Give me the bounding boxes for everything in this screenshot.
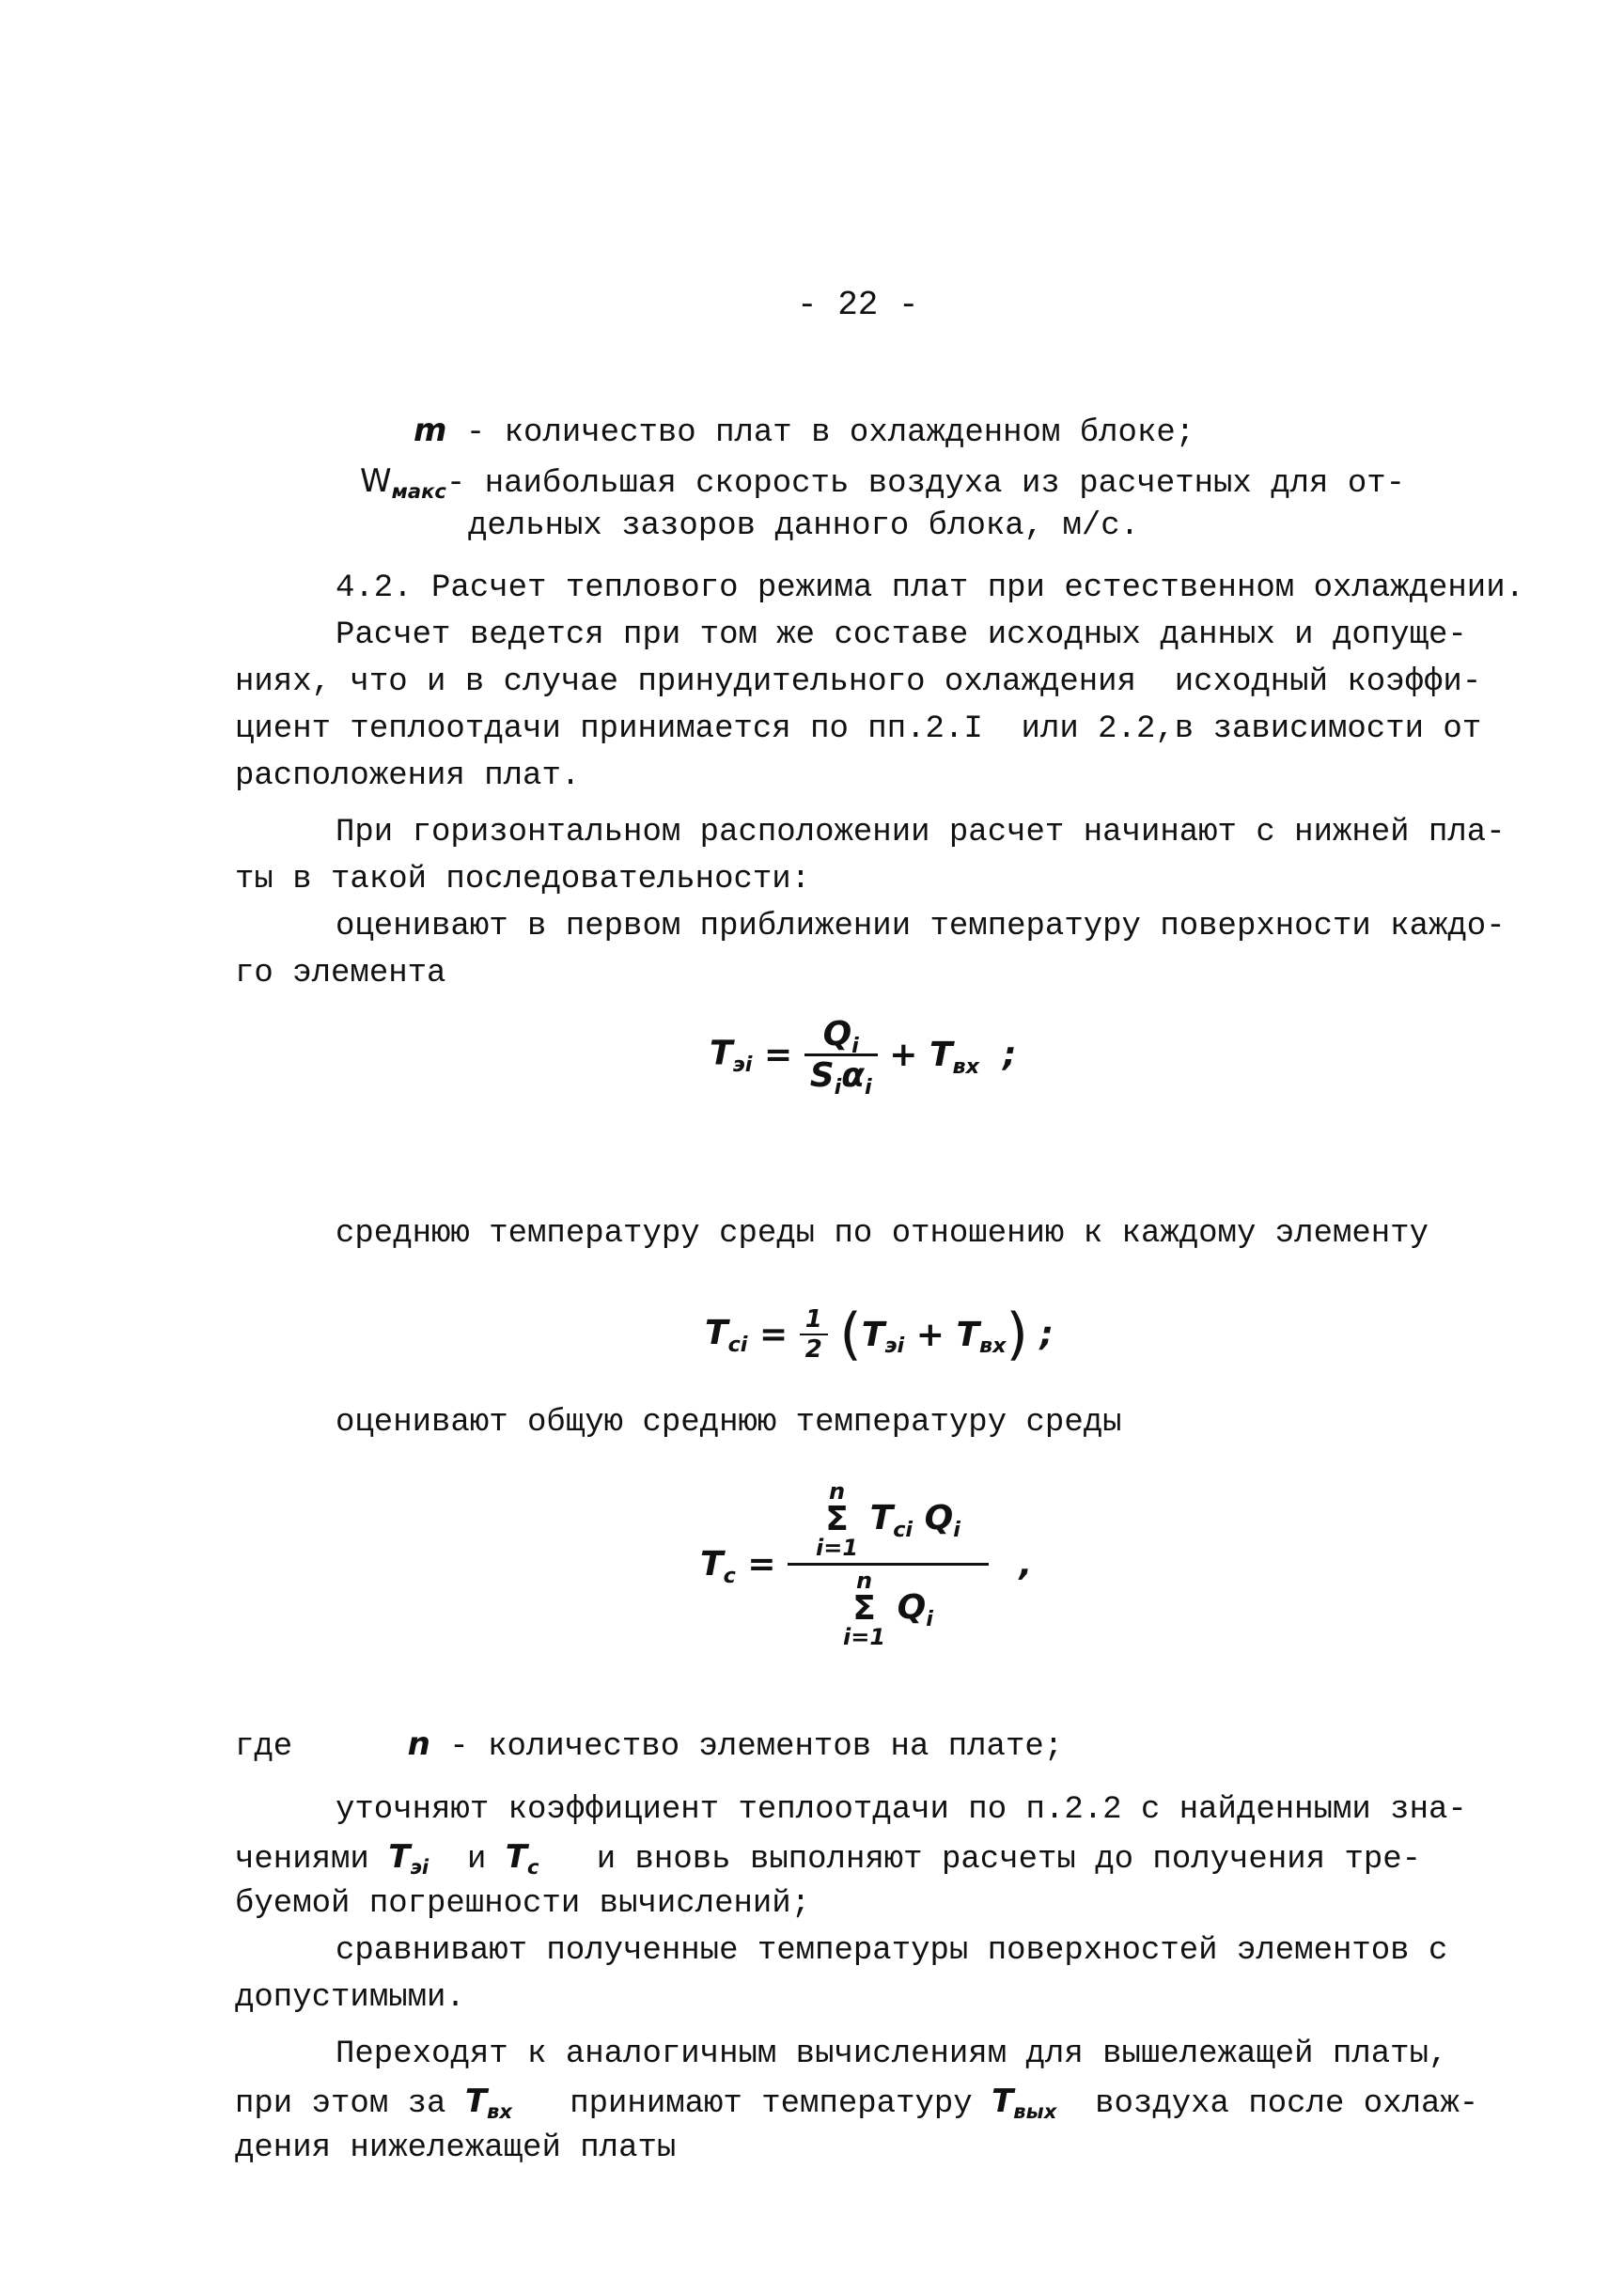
formula-semicolon: ; — [1039, 1315, 1054, 1354]
term-a-subscript: эi — [884, 1334, 905, 1359]
denominator-s: S — [809, 1056, 835, 1095]
paragraph-line: уточняют коэффициент теплоотдачи по п.2.2 с найденными зна- — [336, 1792, 1467, 1828]
definition-m — [414, 412, 1195, 452]
paragraph-line: циент теплоотдачи принимается по пп.2.I или 2.2,в зависимости от — [235, 711, 1482, 747]
numerator: Q — [822, 1015, 852, 1053]
numerator-t: T — [869, 1499, 894, 1537]
sum-lower-limit: i=1 — [843, 1624, 886, 1650]
paragraph-line-with-symbols — [235, 1838, 1421, 1880]
text-fragment: принимают температуру — [570, 2086, 973, 2122]
numerator-q-subscript: i — [953, 1517, 960, 1542]
text-fragment: при этом за — [235, 2086, 446, 2122]
denominator-q: Q — [897, 1588, 927, 1627]
half-numerator: 1 — [804, 1305, 822, 1334]
formula-lhs-subscript: эi — [732, 1053, 753, 1078]
symbol-t: T — [505, 1838, 527, 1876]
formula-plus-subscript: вх — [952, 1053, 980, 1079]
symbol-t: T — [388, 1838, 411, 1876]
definition-text: - количество элементов на плате; — [449, 1729, 1064, 1765]
term-a: T — [861, 1315, 885, 1354]
formula-medium-temperature: $T_{ci}$ = $\frac{1}{2}$ $(T_{эi} + T_{вх})$ ; — [705, 1302, 1054, 1367]
formula-lhs: T — [705, 1314, 728, 1352]
symbol-w: W — [360, 462, 392, 500]
denominator-alpha-subscript: i — [865, 1074, 872, 1100]
symbol-t: T — [992, 2083, 1014, 2120]
sum-upper-limit: n — [856, 1568, 873, 1594]
paragraph-line: ниях, что и в случае принудительного охлаждения исходный коэффи- — [235, 664, 1482, 700]
formula-comma: , — [1019, 1545, 1033, 1584]
symbol-subscript: вх — [487, 2099, 512, 2124]
sum-symbol-denominator: n Σ i=1 — [843, 1568, 886, 1650]
formula-surface-temperature: $T_{эi}$ = $\frac{Q_i}{S_i\alpha_i}$ + $T_{вх}$ ; — [710, 1015, 1017, 1100]
formula-semicolon: ; — [1003, 1036, 1017, 1074]
formula-half — [800, 1305, 828, 1364]
formula-plus-term: T — [929, 1036, 953, 1074]
symbol-subscript: эi — [410, 1855, 429, 1880]
text-fragment: воздуха после охлаж- — [1095, 2086, 1479, 2122]
paragraph-line: оценивают в первом приближении температуру поверхности каждо- — [336, 909, 1506, 944]
formula-fraction — [804, 1015, 878, 1100]
sum-lower-limit: i=1 — [816, 1535, 859, 1561]
numerator-t-subscript: ci — [893, 1517, 914, 1542]
paragraph-line: допустимыми. — [235, 1980, 465, 2016]
term-b-subscript: вх — [979, 1334, 1007, 1359]
term-b: T — [956, 1315, 979, 1354]
text-fragment: и — [466, 1842, 487, 1878]
definition-text: - наибольшая скорость воздуха из расчетных для от- — [445, 466, 1406, 502]
page-number: - 22 - — [797, 286, 919, 324]
denominator-alpha: α — [841, 1056, 866, 1095]
numerator-q: Q — [924, 1499, 954, 1537]
formula-lhs: T — [700, 1545, 724, 1584]
sum-symbol-numerator: n Σ i=1 — [816, 1478, 859, 1561]
paragraph-line: го элемента — [235, 956, 446, 991]
symbol-n: n — [407, 1725, 430, 1763]
symbol-m: m — [414, 412, 447, 449]
paragraph-line: дения нижележащей платы — [235, 2130, 677, 2166]
formula-lhs: T — [710, 1034, 733, 1073]
symbol-subscript: вых — [1013, 2099, 1057, 2124]
text-fragment: чениями — [235, 1842, 369, 1878]
denominator-s-subscript: i — [834, 1074, 842, 1100]
paragraph-line-with-symbols — [235, 2083, 1478, 2124]
symbol-w-subscript: макс — [391, 479, 446, 504]
definition-wmax — [360, 462, 1405, 504]
paragraph-line: При горизонтальном расположении расчет начинают с нижней пла- — [336, 815, 1506, 850]
symbol-subscript: c — [527, 1855, 539, 1880]
formula-lhs-subscript: ci — [727, 1332, 748, 1357]
symbol-t: T — [464, 2083, 488, 2120]
paragraph-line: расположения плат. — [235, 758, 581, 794]
paragraph-line: оценивают общую среднюю температуру среды — [336, 1405, 1122, 1441]
paragraph-line: ты в такой последовательности: — [235, 862, 811, 897]
where-word: где — [235, 1729, 293, 1765]
sum-upper-limit: n — [829, 1478, 846, 1505]
paragraph-line: Расчет ведется при том же составе исходных данных и допуще- — [336, 617, 1467, 653]
definition-text: - количество плат в охлажденном блоке; — [465, 415, 1195, 451]
formula-lhs-subscript: c — [723, 1563, 736, 1588]
formula-fraction — [788, 1480, 989, 1648]
definition-wmax-continuation: дельных зазоров данного блока, м/с. — [468, 508, 1140, 544]
paragraph-line: буемой погрешности вычислений; — [235, 1886, 811, 1922]
paragraph-line: сравнивают полученные температуры поверхностей элементов с — [336, 1933, 1448, 1969]
text-fragment: и вновь выполняют расчеты до получения тре- — [596, 1842, 1422, 1878]
paragraph-line: Переходят к аналогичным вычислениям для вышележащей платы, — [336, 2036, 1448, 2072]
paragraph-line: среднюю температуру среды по отношению к каждому элементу — [336, 1216, 1429, 1252]
denominator-q-subscript: i — [926, 1606, 933, 1631]
section-heading: 4.2. Расчет теплового режима плат при естественном охлаждении. — [336, 570, 1525, 606]
where-line — [235, 1725, 1063, 1766]
numerator-subscript: i — [851, 1033, 859, 1058]
half-denominator: 2 — [800, 1334, 828, 1364]
formula-overall-medium-temperature: $T_c$ = n Σ i=1 $T_{ci}$ $Q_i$ n Σ i=1 $Q_i$ , — [700, 1478, 1033, 1650]
